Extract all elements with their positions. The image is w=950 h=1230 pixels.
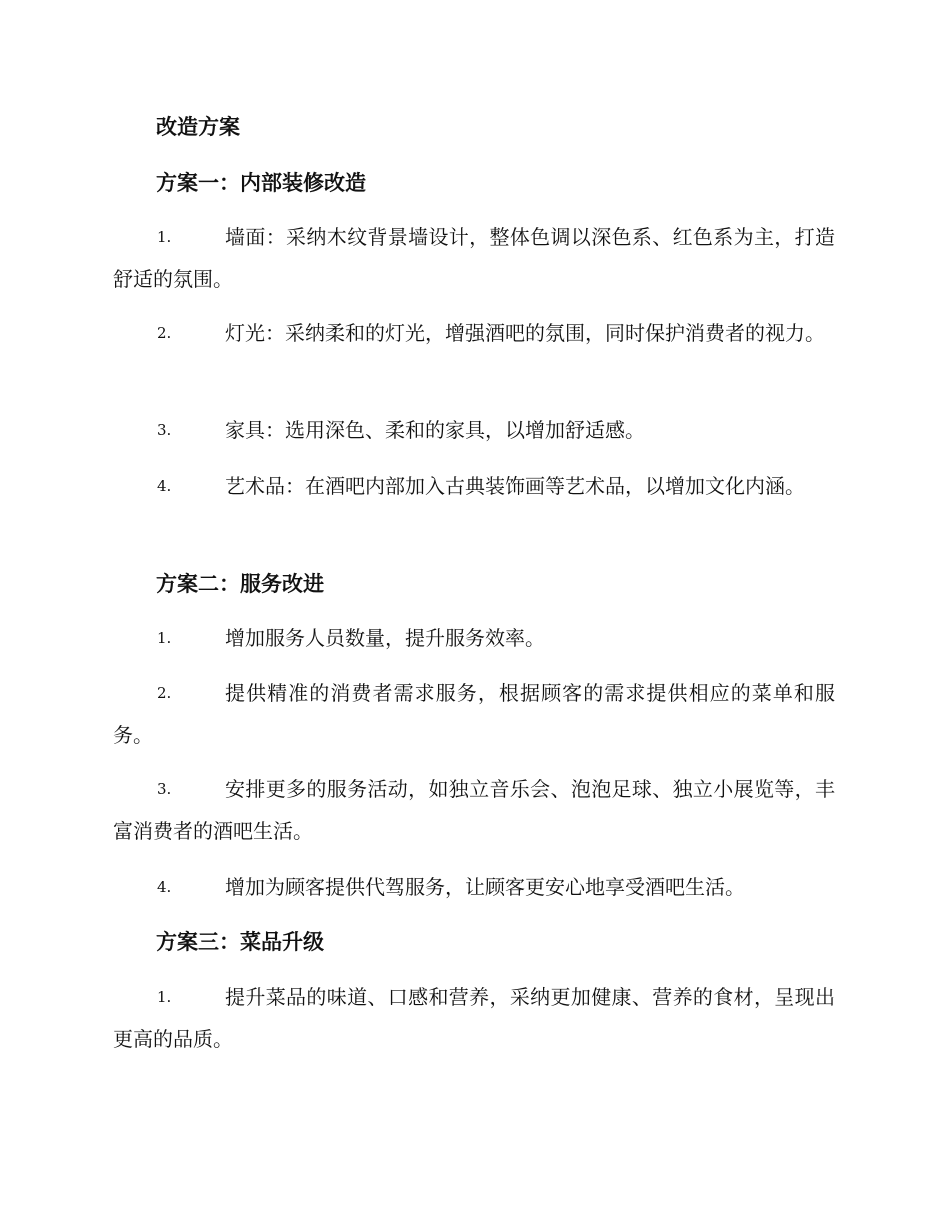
list-item-text: 墙面：采纳木纹背景墙设计，整体色调以深色系、红色系为主，打造舒适的氛围。 xyxy=(113,225,835,291)
list-item-number: 3. xyxy=(157,421,172,439)
list-item xyxy=(113,866,835,908)
list-item-number: 1. xyxy=(157,988,172,1006)
list-item-text: 安排更多的服务活动，如独立音乐会、泡泡足球、独立小展览等，丰富消费者的酒吧生活。 xyxy=(113,777,835,843)
list-item xyxy=(113,409,835,451)
list-item xyxy=(113,672,835,756)
list-item-number: 1. xyxy=(157,228,172,246)
list-item-number: 1. xyxy=(157,629,172,647)
list-item-text: 艺术品：在酒吧内部加入古典装饰画等艺术品，以增加文化内涵。 xyxy=(225,474,805,498)
section-heading-1: 方案一：内部装修改造 xyxy=(156,170,366,195)
list-item-text: 提供精准的消费者需求服务，根据顾客的需求提供相应的菜单和服务。 xyxy=(113,681,835,747)
list-item-number: 4. xyxy=(157,477,172,495)
list-item-text: 增加服务人员数量，提升服务效率。 xyxy=(225,626,545,650)
list-item xyxy=(113,465,835,507)
list-item xyxy=(113,312,835,354)
section-heading-2: 方案二：服务改进 xyxy=(156,571,324,596)
list-item-text: 家具：选用深色、柔和的家具，以增加舒适感。 xyxy=(225,418,645,442)
list-item xyxy=(113,768,835,852)
list-item-text: 增加为顾客提供代驾服务，让顾客更安心地享受酒吧生活。 xyxy=(225,875,745,899)
list-item xyxy=(113,617,835,659)
list-item-number: 4. xyxy=(157,878,172,896)
list-item xyxy=(113,976,835,1060)
list-item-number: 2. xyxy=(157,684,172,702)
document-title: 改造方案 xyxy=(156,114,240,139)
list-item-number: 2. xyxy=(157,324,172,342)
list-item-text: 灯光：采纳柔和的灯光，增强酒吧的氛围，同时保护消费者的视力。 xyxy=(225,321,825,345)
list-item-text: 提升菜品的味道、口感和营养，采纳更加健康、营养的食材，呈现出更高的品质。 xyxy=(113,985,835,1051)
list-item xyxy=(113,216,835,300)
section-heading-3: 方案三：菜品升级 xyxy=(156,929,324,954)
list-item-number: 3. xyxy=(157,780,172,798)
